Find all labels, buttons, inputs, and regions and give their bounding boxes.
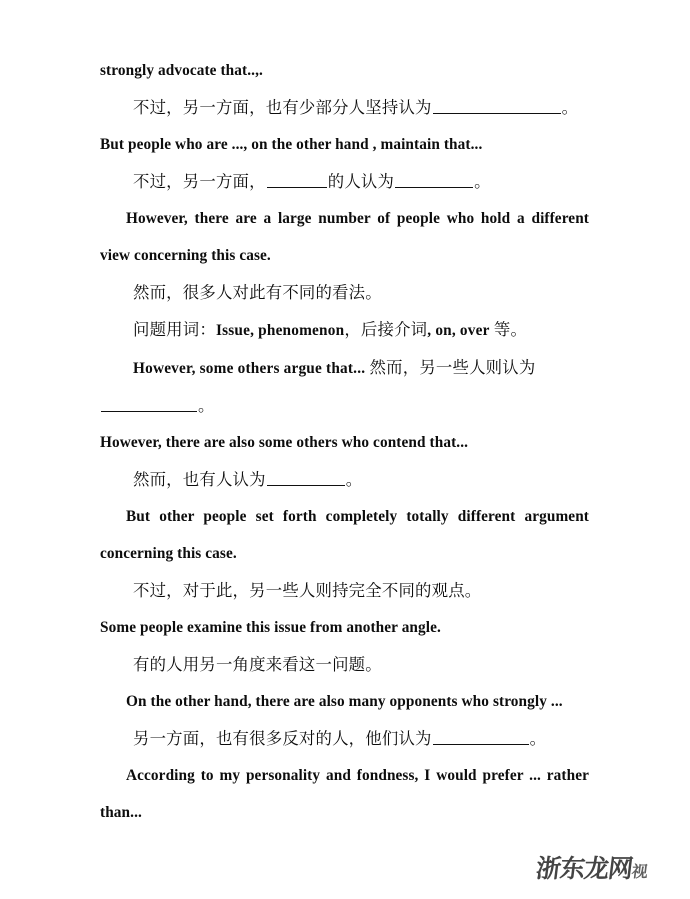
paragraph-zh-also-people-think: [100, 461, 589, 498]
paragraph-zh-many-people-different-view: 然而，很多人对此有不同的看法。: [133, 283, 382, 302]
zh-text-tail: 。: [345, 470, 363, 489]
paragraph-en-strongly-advocate: strongly advocate that..,.: [100, 62, 263, 79]
zh-text-tail: 。: [561, 98, 579, 117]
fill-blank[interactable]: [395, 174, 473, 188]
paragraph-en-examine-from-another-angle: Some people examine this issue from another angle.: [100, 619, 441, 636]
fill-blank[interactable]: [433, 731, 529, 745]
zh-text-lead: 不过，另一方面，也有少部分人坚持认为: [133, 98, 432, 117]
paragraph-en-other-people-set-forth: But other people set forth completely totally different argument concerning this case.: [100, 508, 589, 562]
paragraph-zh-another-angle: 有的人用另一角度来看这一问题。: [133, 655, 382, 674]
fill-blank[interactable]: [267, 472, 345, 486]
paragraph-zh-many-opponents: [100, 720, 589, 757]
zh-text-lead: 然而，也有人认为: [133, 470, 266, 489]
watermark-suffix-text: 视: [630, 862, 650, 881]
fill-blank[interactable]: [101, 398, 197, 412]
paragraph-zh-minority-insist: [100, 89, 589, 126]
paragraph-zh-completely-different-viewpoint: 不过，对于此，另一些人则持完全不同的观点。: [133, 581, 482, 600]
zh-text-middle: 的人认为: [327, 172, 395, 191]
watermark-main-text: 浙东龙网: [534, 854, 634, 883]
paragraph-en-but-people-who-are: But people who are ..., on the other hand , maintain that...: [100, 136, 483, 153]
vocab-term-prepositions: , on, over: [427, 322, 490, 339]
zh-text-tail: 。: [474, 172, 491, 191]
en-phrase-some-others-argue: However, some others argue that...: [133, 360, 366, 377]
vocab-tail: 等。: [489, 320, 528, 339]
paragraph-wrapped-blank: [100, 387, 589, 424]
paragraph-en-large-number-of-people: However, there are a large number of people who hold a different view concerning this case.: [100, 210, 589, 264]
vocab-term-issue: Issue, phenomenon: [215, 322, 345, 339]
zh-text-lead: 另一方面，也有很多反对的人，他们认为: [133, 729, 432, 748]
zh-text-tail: 。: [198, 396, 215, 415]
fill-blank[interactable]: [433, 100, 561, 114]
paragraph-en-according-to-my-personality: According to my personality and fondness, I would prefer ... rather than...: [100, 767, 589, 821]
paragraph-zh-question-vocabulary: [100, 311, 589, 349]
zh-text-lead: 不过，另一方面，: [133, 172, 266, 191]
paragraph-mixed-some-others-argue: [100, 349, 589, 387]
zh-translation: 然而，另一些人则认为: [365, 358, 536, 377]
watermark: [534, 850, 684, 890]
document-body: [100, 52, 589, 831]
fill-blank[interactable]: [267, 174, 327, 188]
zh-text-tail: 。: [529, 729, 547, 748]
paragraph-zh-other-hand-people-think: [100, 163, 589, 200]
paragraph-en-many-opponents: On the other hand, there are also many opponents who strongly ...: [126, 693, 563, 710]
vocab-mid: ，后接介词: [344, 320, 428, 339]
vocab-label: 问题用词：: [133, 320, 216, 339]
paragraph-en-some-others-contend: However, there are also some others who contend that...: [100, 434, 469, 451]
